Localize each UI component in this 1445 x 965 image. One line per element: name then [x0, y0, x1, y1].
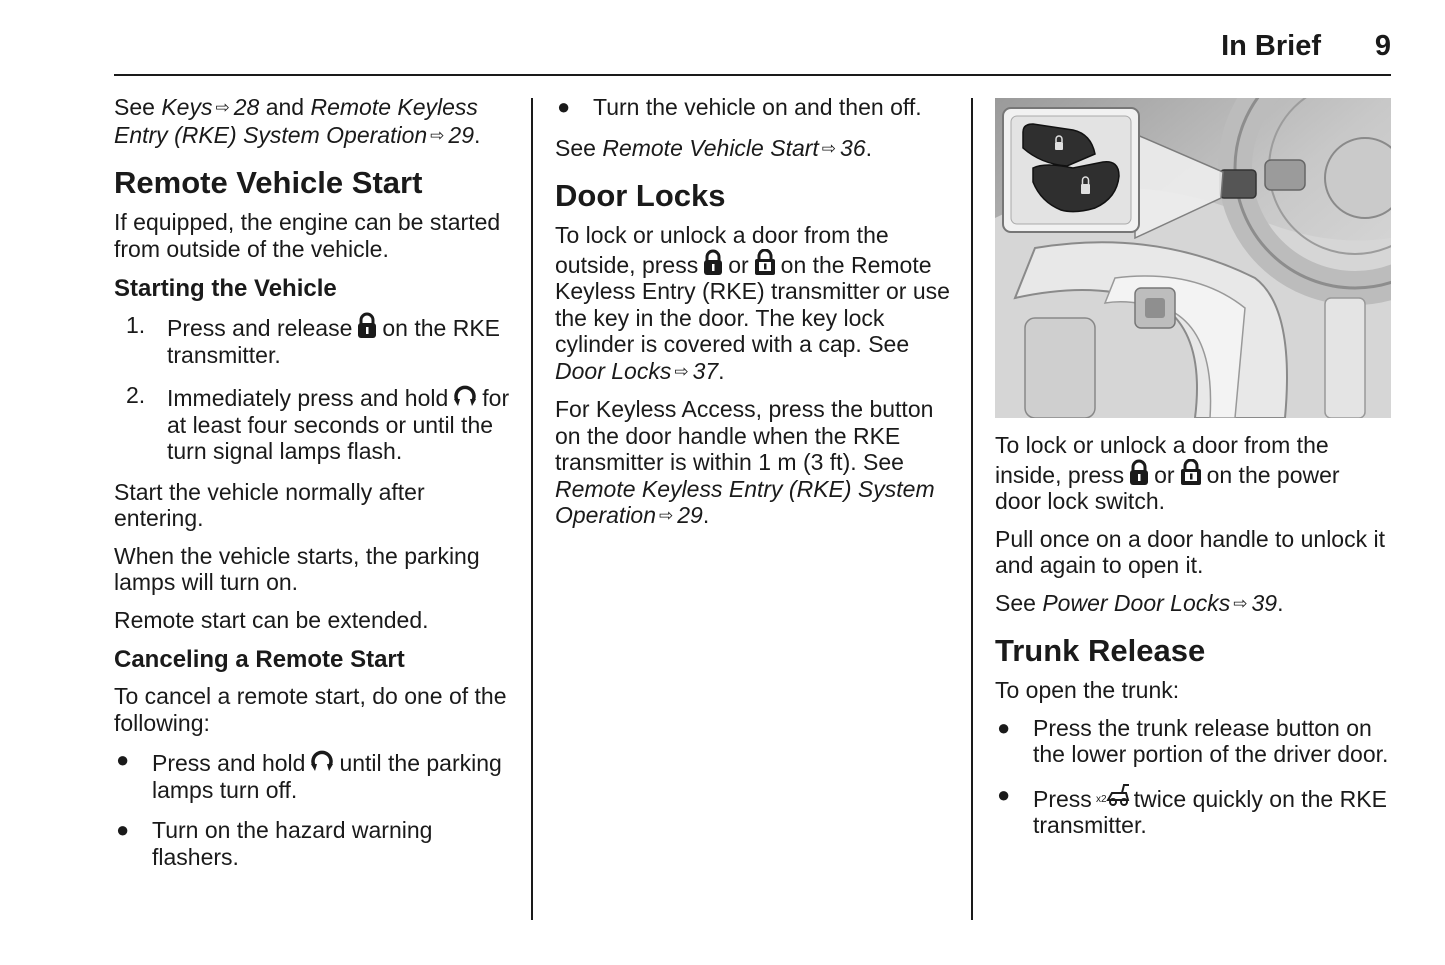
remote-vehicle-start-link[interactable]: Remote Vehicle Start: [602, 134, 819, 161]
cancel-intro: To cancel a remote start, do one of the following:: [114, 683, 507, 736]
bullet-icon: ●: [997, 781, 1011, 807]
paragraph: Start the vehicle normally after entering.: [114, 478, 425, 531]
door-locks-paragraph-2: For Keyless Access, press the button on the door handle when the RKE transmitter is within 1 m (3 ft). See Remote Keyless Entry (RKE) System Operation ⇨ 29.: [555, 396, 935, 528]
list-item: ● Turn on the hazard warning flashers.: [116, 817, 433, 870]
starting-heading: Starting the Vehicle: [114, 275, 337, 302]
remote-start-heading: Remote Vehicle Start: [114, 165, 423, 200]
page-ref-arrow-icon: ⇨: [215, 98, 230, 117]
rke-link[interactable]: Remote Keyless Entry (RKE) System Operation: [555, 475, 935, 528]
remote-start-icon: [452, 382, 478, 409]
column-2: [555, 94, 955, 541]
svg-text:x2: x2: [1095, 793, 1107, 805]
column-3: [995, 98, 1391, 853]
paragraph: Remote start can be extended.: [114, 606, 429, 633]
see-remote-start: See Remote Vehicle Start ⇨ 36.: [555, 134, 873, 161]
keys-link[interactable]: Keys: [161, 94, 213, 120]
page-header: [114, 28, 1391, 74]
list-item: ● Press the trunk release button on the lower portion of the driver door.: [997, 714, 1389, 767]
page-ref-arrow-icon: ⇨: [674, 361, 689, 381]
door-locks-heading: Door Locks: [555, 178, 726, 213]
inside-lock-paragraph: To lock or unlock a door from the inside, press or on the power door lock switch.: [995, 432, 1340, 514]
bullet-icon: ●: [116, 817, 130, 842]
unlock-icon: [1179, 459, 1203, 486]
column-divider-2: [971, 98, 973, 920]
page-ref-arrow-icon: ⇨: [430, 125, 445, 145]
list-item: ● Press x2 twice quickly on the RKE transmitter.: [997, 781, 1387, 838]
page-ref-arrow-icon: ⇨: [1233, 593, 1248, 613]
paragraph: Pull once on a door handle to unlock it and again to open it.: [995, 525, 1385, 578]
list-item: ● Press and hold until the parking lamps turn off.: [116, 747, 502, 803]
bullet-icon: ●: [116, 747, 130, 772]
lock-icon: [702, 249, 724, 276]
lock-icon: [356, 312, 378, 339]
continued-list: [555, 94, 955, 121]
page-ref-arrow-icon: ⇨: [659, 506, 674, 525]
header-rule: [114, 74, 1391, 76]
bullet-icon: ●: [997, 714, 1011, 740]
paragraph: When the vehicle starts, the parking lamps will turn on.: [114, 542, 480, 595]
bullet-icon: ●: [557, 94, 571, 119]
remote-start-intro: If equipped, the engine can be started from outside of the vehicle.: [114, 209, 501, 262]
intro-paragraph: See Keys ⇨ 28 and Remote Keyless Entry (RKE) System Operation ⇨ 29.: [114, 94, 481, 148]
power-door-locks-link[interactable]: Power Door Locks: [1042, 589, 1231, 616]
door-lock-switch-illustration: [995, 98, 1391, 418]
list-item: 1. Press and release on the RKE transmitter.: [126, 312, 501, 368]
page-ref-arrow-icon: ⇨: [821, 138, 837, 158]
trunk-list: [995, 715, 1391, 839]
list-item: ● Turn the vehicle on and then off.: [557, 94, 922, 120]
trunk-release-heading: Trunk Release: [995, 633, 1206, 668]
remote-start-icon: [309, 747, 335, 774]
starting-steps: [114, 312, 514, 465]
cancel-list: [114, 747, 514, 870]
lock-icon: [1128, 459, 1150, 486]
see-power-door-locks: See Power Door Locks ⇨ 39.: [995, 589, 1284, 616]
unlock-icon: [753, 249, 777, 276]
section-title: In Brief: [1221, 30, 1321, 62]
door-locks-link[interactable]: Door Locks: [555, 357, 672, 384]
trunk-release-icon: [1096, 782, 1130, 810]
trunk-intro: To open the trunk:: [995, 677, 1180, 703]
page-number: 9: [1374, 30, 1391, 62]
column-divider-1: [531, 98, 533, 920]
cancel-heading: Canceling a Remote Start: [114, 646, 405, 673]
rke-link[interactable]: Remote Keyless Entry (RKE) System Operation: [114, 94, 478, 148]
column-1: [114, 94, 514, 884]
list-item: 2. Immediately press and hold for at least four seconds or until the turn signal lamps flash.: [126, 382, 510, 464]
door-locks-paragraph-1: To lock or unlock a door from the outside, press or on the Remote Keyless Entry (RKE) transmitter or use the key in the door. The key lock cylinder is covered with a cap. See Door Locks ⇨ 37.: [555, 222, 950, 384]
